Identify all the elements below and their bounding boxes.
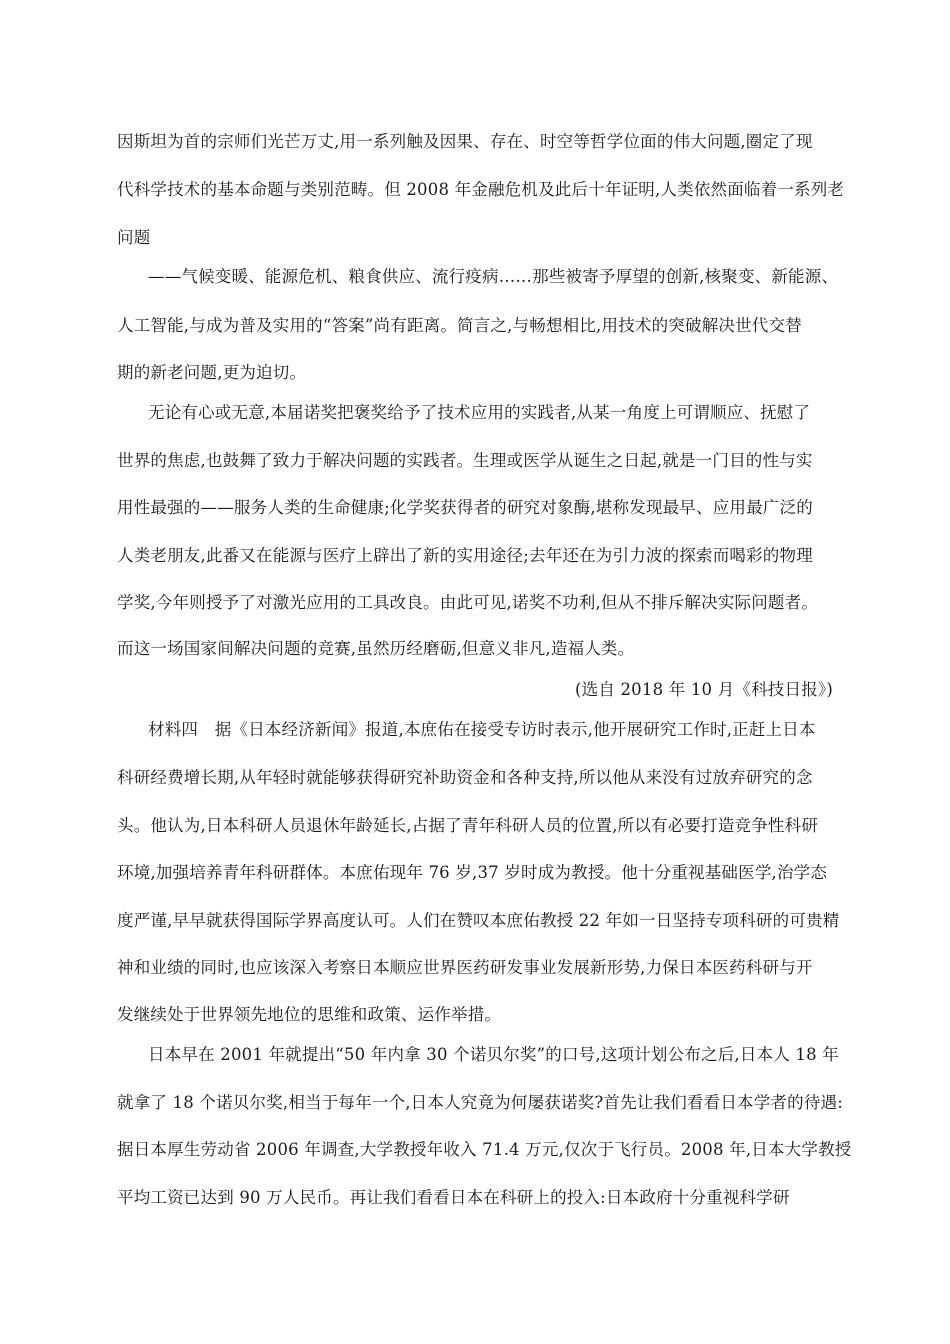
- source-citation: (选自 2018 年 10 月《科技日报》): [575, 680, 833, 699]
- paragraph-line: 世界的焦虑,也鼓舞了致力于解决问题的实践者。生理或医学从诞生之日起,就是一门目的性与实: [117, 451, 813, 470]
- paragraph-line: 人类老朋友,此番又在能源与医疗上辟出了新的实用途径;去年还在为引力波的探索而喝彩的物理: [117, 546, 813, 565]
- paragraph-line: 代科学技术的基本命题与类别范畴。但 2008 年金融危机及此后十年证明,人类依然面临着一系列老: [117, 180, 845, 199]
- paragraph-line: ——气候变暖、能源危机、粮食供应、流行疫病……那些被寄予厚望的创新,核聚变、新能源、: [148, 267, 839, 286]
- paragraph-line: 问题: [117, 228, 151, 247]
- paragraph-line: 因斯坦为首的宗师们光芒万丈,用一系列触及因果、存在、时空等哲学位面的伟大问题,圈定了现: [117, 132, 813, 151]
- paragraph-line: 科研经费增长期,从年轻时就能够获得研究补助资金和各种支持,所以他从来没有过放弃研究的念: [117, 768, 813, 787]
- paragraph-line: 就拿了 18 个诺贝尔奖,相当于每年一个,日本人究竟为何屡获诺奖?首先让我们看看日本学者的待遇:: [117, 1093, 843, 1112]
- paragraph-line: 而这一场国家间解决问题的竞赛,虽然历经磨砺,但意义非凡,造福人类。: [117, 639, 635, 658]
- paragraph-line: 无论有心或无意,本届诺奖把褒奖给予了技术应用的实践者,从某一角度上可谓顺应、抚慰了: [148, 403, 811, 422]
- paragraph-line: 度严谨,早早就获得国际学界高度认可。人们在赞叹本庶佑教授 22 年如一日坚持专项科研的可贵精: [117, 911, 840, 930]
- paragraph-line: 发继续处于世界领先地位的思维和政策、运作举措。: [117, 1005, 502, 1024]
- paragraph-line: 平均工资已达到 90 万人民币。再让我们看看日本在科研上的投入:日本政府十分重视科学研: [117, 1188, 790, 1207]
- paragraph-line: 神和业绩的同时,也应该深入考察日本顺应世界医药研发事业发展新形势,力保日本医药科研与开: [117, 958, 813, 977]
- paragraph-line: 人工智能,与成为普及实用的“答案”尚有距离。简言之,与畅想相比,用技术的突破解决世代交替: [117, 316, 802, 335]
- paragraph-line: 用性最强的——服务人类的生命健康;化学奖获得者的研究对象酶,堪称发现最早、应用最广泛的: [117, 498, 813, 517]
- paragraph-line: 头。他认为,日本科研人员退休年龄延长,占据了青年科研人员的位置,所以有必要打造竞争性科研: [117, 816, 819, 835]
- paragraph-line: 材料四 据《日本经济新闻》报道,本庶佑在接受专访时表示,他开展研究工作时,正赶上日本: [148, 720, 816, 739]
- paragraph-line: 学奖,今年则授予了对激光应用的工具改良。由此可见,诺奖不功利,但从不排斥解决实际问题者。: [117, 593, 819, 612]
- paragraph-line: 日本早在 2001 年就提出“50 年内拿 30 个诺贝尔奖”的口号,这项计划公布之后,日本人 18 年: [148, 1045, 839, 1064]
- paragraph-line: 期的新老问题,更为迫切。: [117, 363, 307, 382]
- paragraph-line: 据日本厚生劳动省 2006 年调查,大学教授年收入 71.4 万元,仅次于飞行员。2008 年,日本大学教授: [117, 1140, 852, 1159]
- paragraph-line: 环境,加强培养青年科研群体。本庶佑现年 76 岁,37 岁时成为教授。他十分重视基础医学,治学态: [117, 863, 828, 882]
